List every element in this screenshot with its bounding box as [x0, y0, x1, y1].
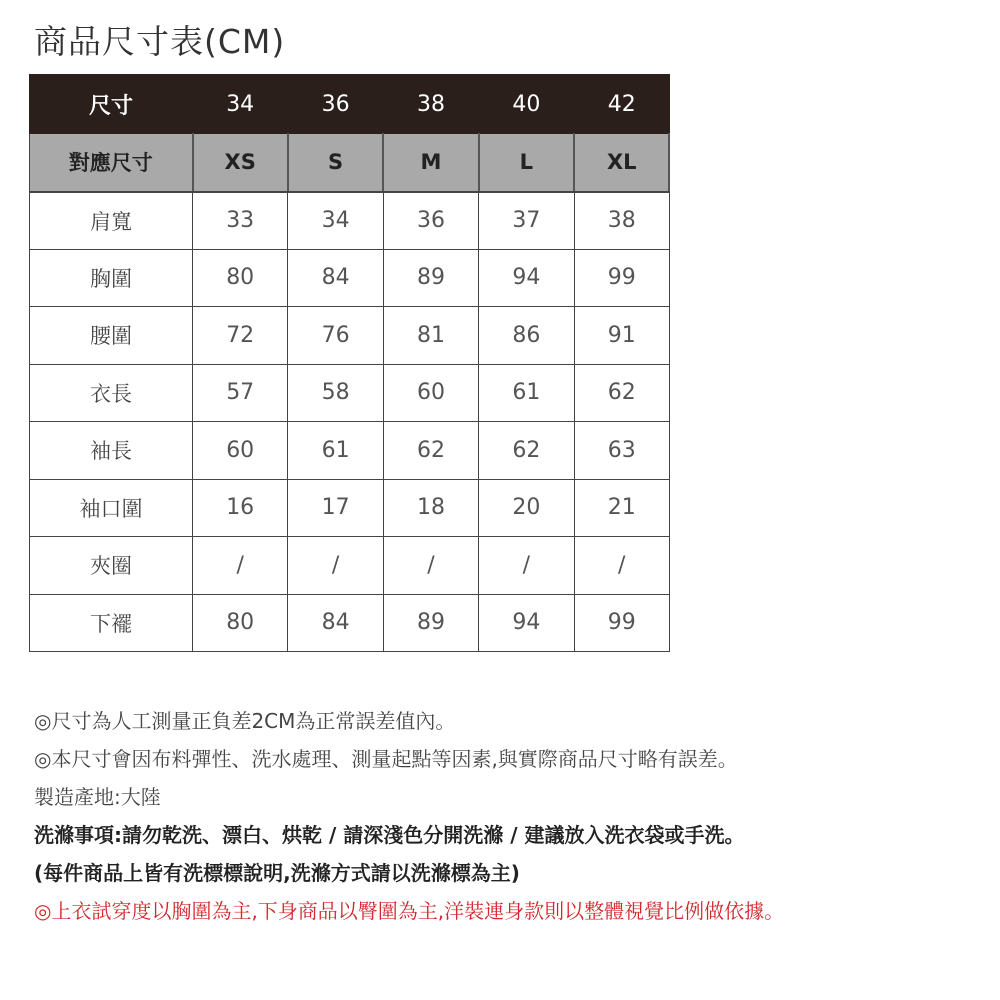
size-header-row	[30, 75, 670, 134]
table-row	[30, 192, 670, 250]
corresponding-size-cell: M	[383, 134, 478, 192]
measurement-value: 16	[193, 479, 288, 537]
measurement-value: 36	[383, 192, 478, 250]
measurement-value: 34	[288, 192, 383, 250]
measurement-value: 76	[288, 307, 383, 365]
origin-note: 製造產地:大陸	[34, 785, 161, 809]
measurement-value: /	[193, 537, 288, 595]
table-row	[30, 364, 670, 422]
measurement-value: 84	[288, 249, 383, 307]
corresponding-size-row	[30, 134, 670, 192]
measurement-value: 61	[479, 364, 574, 422]
measurement-value: 58	[288, 364, 383, 422]
measurement-value: 37	[479, 192, 574, 250]
measurement-value: /	[383, 537, 478, 595]
measurement-label: 夾圈	[30, 537, 193, 595]
size-header-cell: 34	[193, 75, 288, 134]
corresponding-size-label: 對應尺寸	[30, 134, 193, 192]
size-header-label: 尺寸	[30, 75, 193, 134]
corresponding-size-cell: XL	[574, 134, 669, 192]
size-header-cell: 40	[479, 75, 574, 134]
wash-instructions: 洗滌事項:請勿乾洗、漂白、烘乾 / 請深淺色分開洗滌 / 建議放入洗衣袋或手洗。	[34, 823, 745, 847]
measurement-value: 94	[479, 594, 574, 652]
measurement-value: /	[288, 537, 383, 595]
corresponding-size-cell: S	[288, 134, 383, 192]
measurement-label: 衣長	[30, 364, 193, 422]
measurement-value: 80	[193, 249, 288, 307]
measurement-label: 胸圍	[30, 249, 193, 307]
measurement-value: 89	[383, 594, 478, 652]
table-row	[30, 479, 670, 537]
measurement-value: 21	[574, 479, 669, 537]
measurement-note: ◎尺寸為人工測量正負差2CM為正常誤差值內。	[34, 709, 456, 733]
measurement-value: /	[574, 537, 669, 595]
measurement-label: 袖口圍	[30, 479, 193, 537]
table-row	[30, 307, 670, 365]
table-row	[30, 537, 670, 595]
measurement-label: 下襬	[30, 594, 193, 652]
measurement-value: 62	[574, 364, 669, 422]
measurement-value: /	[479, 537, 574, 595]
measurement-label: 袖長	[30, 422, 193, 480]
page-title: 商品尺寸表(CM)	[34, 22, 286, 61]
table-row	[30, 594, 670, 652]
measurement-value: 18	[383, 479, 478, 537]
measurement-value: 20	[479, 479, 574, 537]
measurement-value: 81	[383, 307, 478, 365]
corresponding-size-cell: XS	[193, 134, 288, 192]
measurement-value: 38	[574, 192, 669, 250]
measurement-value: 60	[383, 364, 478, 422]
corresponding-size-cell: L	[479, 134, 574, 192]
measurement-value: 99	[574, 594, 669, 652]
measurement-label: 肩寬	[30, 192, 193, 250]
measurement-value: 62	[383, 422, 478, 480]
table-row	[30, 249, 670, 307]
size-header-cell: 36	[288, 75, 383, 134]
size-header-cell: 38	[383, 75, 478, 134]
measurement-value: 60	[193, 422, 288, 480]
fit-note: ◎上衣試穿度以胸圍為主,下身商品以臀圍為主,洋裝連身款則以整體視覺比例做依據。	[34, 899, 785, 923]
measurement-value: 57	[193, 364, 288, 422]
measurement-value: 86	[479, 307, 574, 365]
size-header-cell: 42	[574, 75, 669, 134]
measurement-value: 17	[288, 479, 383, 537]
measurement-label: 腰圍	[30, 307, 193, 365]
size-table	[29, 74, 670, 652]
measurement-value: 89	[383, 249, 478, 307]
wash-label-note: (每件商品上皆有洗標標說明,洗滌方式請以洗滌標為主)	[34, 861, 520, 885]
measurement-value: 61	[288, 422, 383, 480]
measurement-value: 94	[479, 249, 574, 307]
measurement-value: 33	[193, 192, 288, 250]
measurement-value: 72	[193, 307, 288, 365]
measurement-value: 91	[574, 307, 669, 365]
measurement-value: 84	[288, 594, 383, 652]
measurement-value: 99	[574, 249, 669, 307]
material-note: ◎本尺寸會因布料彈性、洗水處理、測量起點等因素,與實際商品尺寸略有誤差。	[34, 747, 738, 771]
measurement-value: 63	[574, 422, 669, 480]
measurement-value: 62	[479, 422, 574, 480]
notes-section	[34, 702, 994, 930]
measurement-value: 80	[193, 594, 288, 652]
table-row	[30, 422, 670, 480]
